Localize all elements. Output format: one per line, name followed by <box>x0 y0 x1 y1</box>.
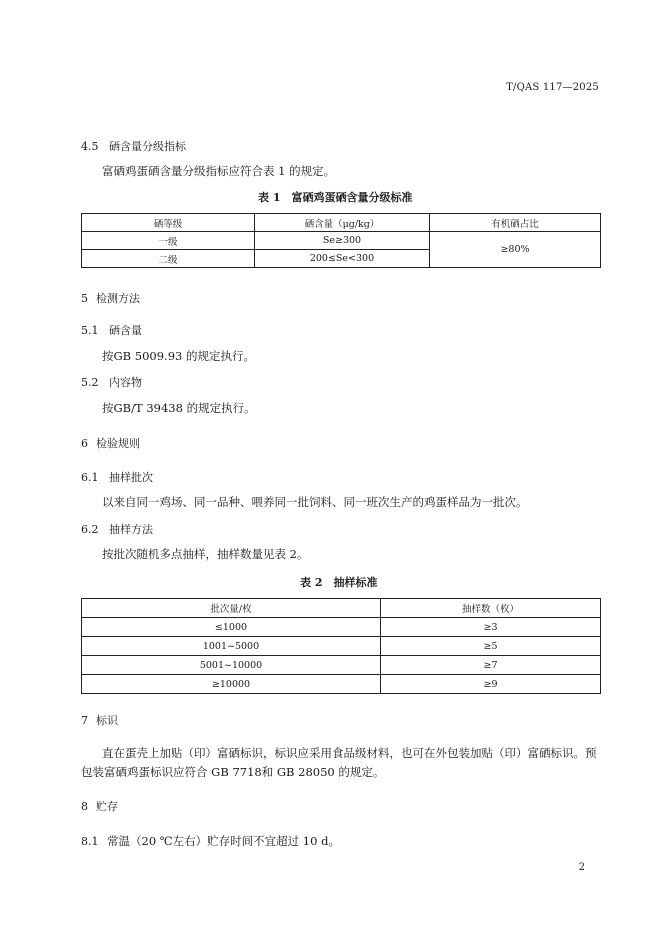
table1 <box>81 213 601 268</box>
table-header-row <box>82 214 601 232</box>
section-number: 5.2 <box>81 376 99 389</box>
table-cell: Se≥300 <box>255 232 430 250</box>
section-title: 内容物 <box>109 376 142 389</box>
document-header: T/QAS 117—2025 <box>506 82 599 93</box>
table2-caption: 表 2 抽样标准 <box>300 576 378 589</box>
table-cell: 200≤Se<300 <box>255 250 430 268</box>
section-number: 8 <box>81 800 88 813</box>
table-cell: ≤1000 <box>82 618 381 637</box>
table-header-cell: 硒等级 <box>82 214 255 232</box>
section-6-2-heading <box>81 521 153 537</box>
table-row <box>82 637 601 656</box>
table-row <box>82 675 601 694</box>
section-8-1-body: 常温（20 ℃左右）贮存时间不宜超过 10 d。 <box>107 834 340 848</box>
table2 <box>81 598 601 694</box>
section-number: 6.2 <box>81 523 99 536</box>
section-title: 抽样方法 <box>109 523 153 536</box>
table-header-cell: 硒含量（μg/kg） <box>255 214 430 232</box>
section-title: 检测方法 <box>96 292 140 305</box>
section-6-2-body: 按批次随机多点抽样，抽样数量见表 2。 <box>102 547 309 561</box>
section-8-heading <box>81 798 118 814</box>
section-6-1-heading <box>81 469 153 485</box>
table-cell: ≥3 <box>381 618 601 637</box>
table-cell: 二级 <box>82 250 255 268</box>
section-5-1-heading <box>81 322 142 338</box>
table-cell: 一级 <box>82 232 255 250</box>
section-title: 标识 <box>96 714 118 727</box>
section-number: 5 <box>81 292 88 305</box>
section-title: 硒含量 <box>109 324 142 337</box>
section-8-1 <box>81 833 340 849</box>
section-4-5-heading <box>81 138 186 154</box>
table-header-cell: 批次量/枚 <box>82 599 381 618</box>
table-row <box>82 618 601 637</box>
section-7-heading <box>81 712 118 728</box>
table-row <box>82 656 601 675</box>
table-cell-merged: ≥80% <box>430 232 601 268</box>
table-cell: ≥10000 <box>82 675 381 694</box>
section-4-5-body: 富硒鸡蛋硒含量分级指标应符合表 1 的规定。 <box>102 164 336 178</box>
section-7-body-line2: 包装富硒鸡蛋标识应符合 GB 7718和 GB 28050 的规定。 <box>81 765 385 779</box>
table-cell: ≥7 <box>381 656 601 675</box>
section-title: 检验规则 <box>96 437 140 450</box>
section-5-2-body: 按GB/T 39438 的规定执行。 <box>102 401 256 415</box>
table-cell: ≥5 <box>381 637 601 656</box>
table-cell: 1001~5000 <box>82 637 381 656</box>
section-7-body-line1: 直在蛋壳上加贴（印）富硒标识，标识应采用食品级材料，也可在外包装加贴（印）富硒标识。预 <box>102 746 597 760</box>
section-number: 7 <box>81 714 88 727</box>
section-5-1-body: 按GB 5009.93 的规定执行。 <box>102 349 256 363</box>
section-5-heading <box>81 290 140 306</box>
section-number: 8.1 <box>81 835 99 848</box>
table-header-cell: 抽样数（枚） <box>381 599 601 618</box>
section-5-2-heading <box>81 374 142 390</box>
table-cell: ≥9 <box>381 675 601 694</box>
table-header-row <box>82 599 601 618</box>
table-header-cell: 有机硒占比 <box>430 214 601 232</box>
table1-caption: 表 1 富硒鸡蛋硒含量分级标准 <box>258 191 413 204</box>
section-number: 6.1 <box>81 471 99 484</box>
section-number: 4.5 <box>81 140 99 153</box>
section-6-heading <box>81 435 140 451</box>
section-number: 5.1 <box>81 324 99 337</box>
page-number: 2 <box>578 862 585 873</box>
table-row <box>82 232 601 250</box>
section-title: 硒含量分级指标 <box>109 140 186 153</box>
table-cell: 5001~10000 <box>82 656 381 675</box>
section-title: 贮存 <box>96 800 118 813</box>
section-6-1-body: 以来自同一鸡场、同一品种、喂养同一批饲料、同一班次生产的鸡蛋样品为一批次。 <box>102 495 528 509</box>
section-number: 6 <box>81 437 88 450</box>
section-title: 抽样批次 <box>109 471 153 484</box>
